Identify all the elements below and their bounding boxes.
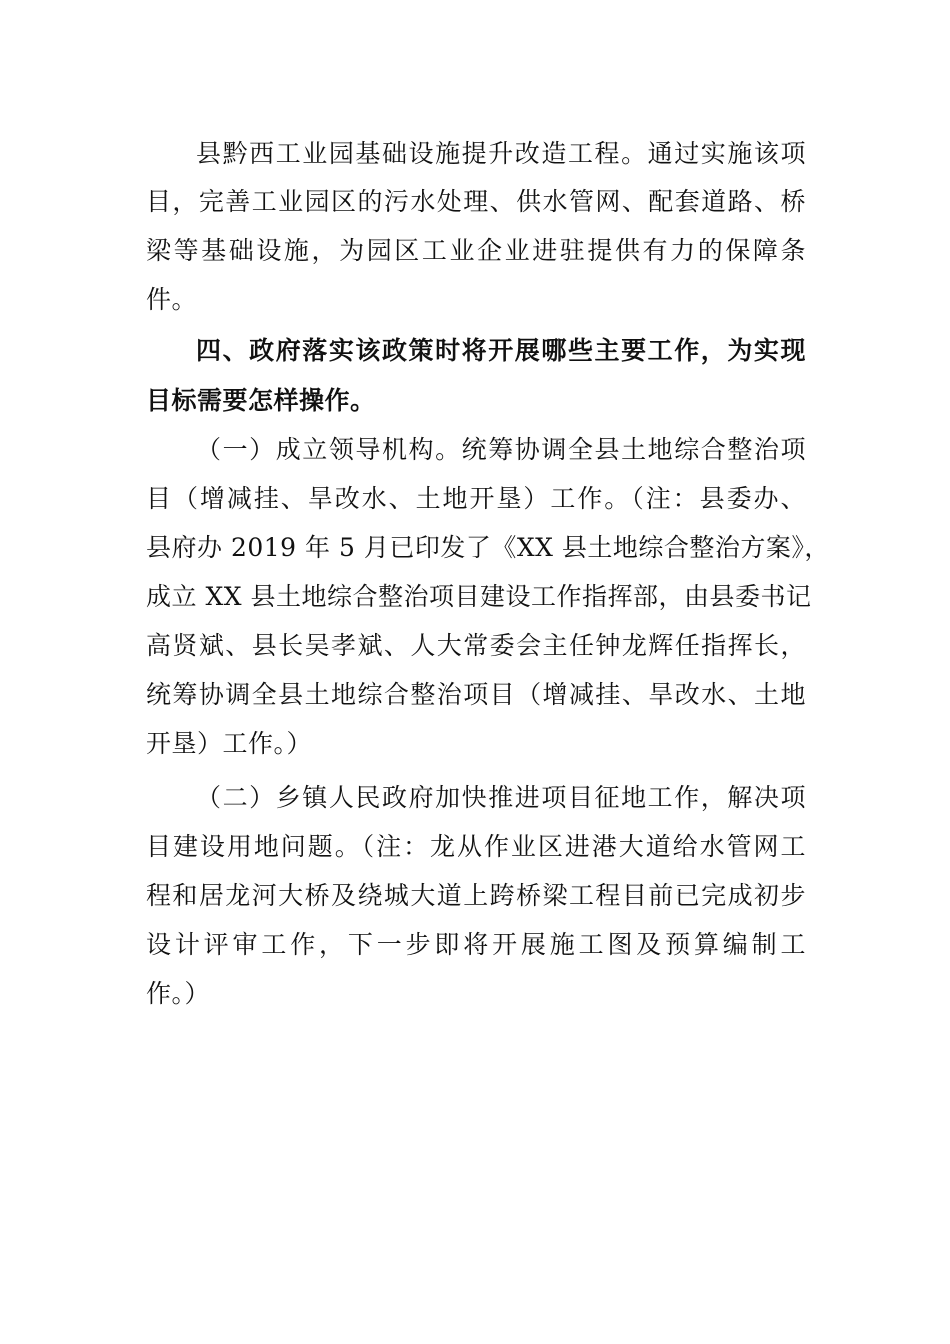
- paragraph-line: 统筹协调全县土地综合整治项目（增减挂、旱改水、土地: [146, 680, 806, 709]
- paragraph-line: （一）成立领导机构。统筹协调全县土地综合整治项: [196, 435, 806, 464]
- paragraph-line: 目，完善工业园区的污水处理、供水管网、配套道路、桥: [146, 187, 806, 216]
- paragraph-line: 设计评审工作，下一步即将开展施工图及预算编制工: [146, 930, 806, 959]
- paragraph-line: 梁等基础设施，为园区工业企业进驻提供有力的保障条: [146, 236, 806, 265]
- paragraph-line: 程和居龙河大桥及绕城大道上跨桥梁工程目前已完成初步: [146, 881, 806, 910]
- paragraph-line: （二）乡镇人民政府加快推进项目征地工作，解决项: [196, 783, 806, 812]
- paragraph-line: 作。）: [146, 979, 211, 1008]
- paragraph-line: 目（增减挂、旱改水、土地开垦）工作。（注：县委办、: [146, 484, 806, 513]
- paragraph-line: 高贤斌、县长吴孝斌、人大常委会主任钟龙辉任指挥长，: [146, 631, 806, 660]
- paragraph-line: 开垦）工作。）: [146, 729, 313, 758]
- section-heading-line: 四、政府落实该政策时将开展哪些主要工作，为实现: [196, 336, 806, 365]
- paragraph-line: 县黔西工业园基础设施提升改造工程。通过实施该项: [196, 139, 806, 168]
- paragraph-line: 目建设用地问题。（注：龙从作业区进港大道给水管网工: [146, 832, 806, 861]
- paragraph-line: 成立 XX 县土地综合整治项目建设工作指挥部，由县委书记: [146, 582, 812, 611]
- paragraph-line: 县府办 2019 年 5 月已印发了《XX 县土地综合整治方案》，: [146, 533, 830, 562]
- section-heading-line: 目标需要怎样操作。: [146, 386, 376, 415]
- paragraph-line: 件。: [146, 285, 198, 314]
